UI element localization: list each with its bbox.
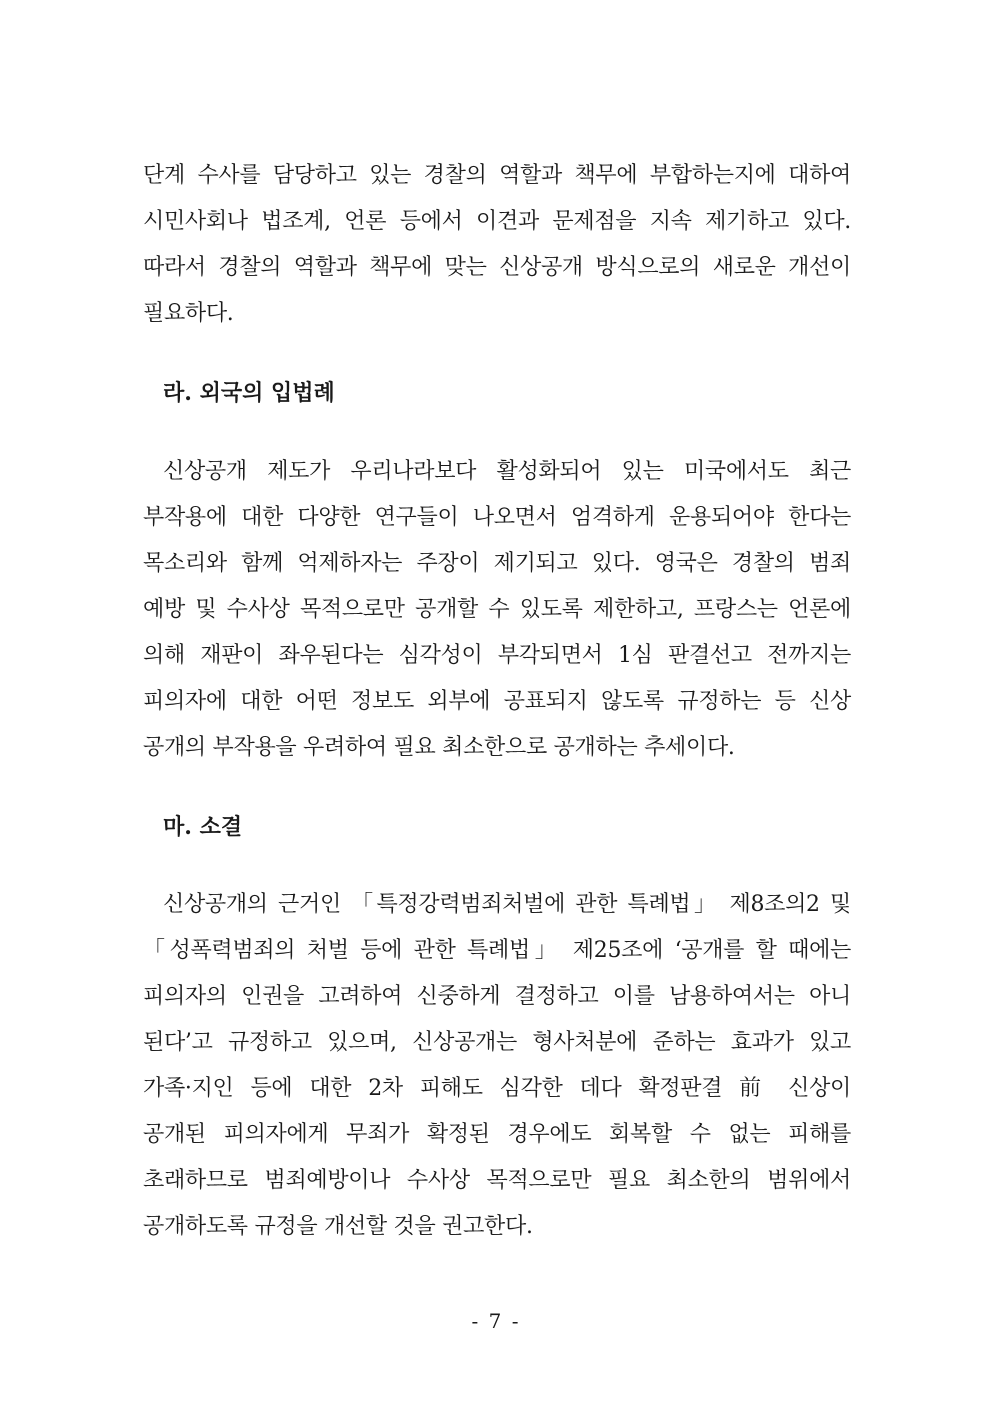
text-line: 된다’고 규정하고 있으며, 신상공개는 형사처분에 준하는 효과가 있고 xyxy=(143,1030,851,1055)
text-line: 의해 재판이 좌우된다는 심각성이 부각되면서 1심 판결선고 전까지는 xyxy=(143,643,851,668)
text-line: 시민사회나 법조계, 언론 등에서 이견과 문제점을 지속 제기하고 있다. xyxy=(143,209,851,234)
text-line: 초래하므로 범죄예방이나 수사상 목적으로만 필요 최소한의 범위에서 xyxy=(143,1168,851,1193)
text-line: 「성폭력범죄의 처벌 등에 관한 특례법」 제25조에 ‘공개를 할 때에는 xyxy=(143,938,851,963)
section-heading-foreign-legislation: 라. 외국의 입법례 xyxy=(163,380,335,406)
text-line: 공개된 피의자에게 무죄가 확정된 경우에도 회복할 수 없는 피해를 xyxy=(143,1122,851,1147)
text-line: 신상공개 제도가 우리나라보다 활성화되어 있는 미국에서도 최근 xyxy=(163,459,851,484)
text-line: 목소리와 함께 억제하자는 주장이 제기되고 있다. 영국은 경찰의 범죄 xyxy=(143,551,851,576)
text-line: 피의자의 인권을 고려하여 신중하게 결정하고 이를 남용하여서는 아니 xyxy=(143,984,851,1009)
text-line: 따라서 경찰의 역할과 책무에 맞는 신상공개 방식으로의 새로운 개선이 xyxy=(143,255,851,280)
text-line: 피의자에 대한 어떤 정보도 외부에 공표되지 않도록 규정하는 등 신상 xyxy=(143,689,851,714)
section-heading-conclusion: 마. 소결 xyxy=(163,814,243,840)
text-line: 필요하다. xyxy=(143,301,234,326)
text-line: 예방 및 수사상 목적으로만 공개할 수 있도록 제한하고, 프랑스는 언론에 xyxy=(143,597,851,622)
text-line: 단계 수사를 담당하고 있는 경찰의 역할과 책무에 부합하는지에 대하여 xyxy=(143,163,851,188)
text-line: 부작용에 대한 다양한 연구들이 나오면서 엄격하게 운용되어야 한다는 xyxy=(143,505,851,530)
text-line: 가족·지인 등에 대한 2차 피해도 심각한 데다 확정판결 前 신상이 xyxy=(143,1076,851,1101)
text-line: 공개의 부작용을 우려하여 필요 최소한으로 공개하는 추세이다. xyxy=(143,735,735,760)
text-line: 공개하도록 규정을 개선할 것을 권고한다. xyxy=(143,1214,533,1239)
text-line: 신상공개의 근거인 「특정강력범죄처벌에 관한 특례법」 제8조의2 및 xyxy=(163,892,851,917)
page-number: - 7 - xyxy=(471,1309,521,1333)
